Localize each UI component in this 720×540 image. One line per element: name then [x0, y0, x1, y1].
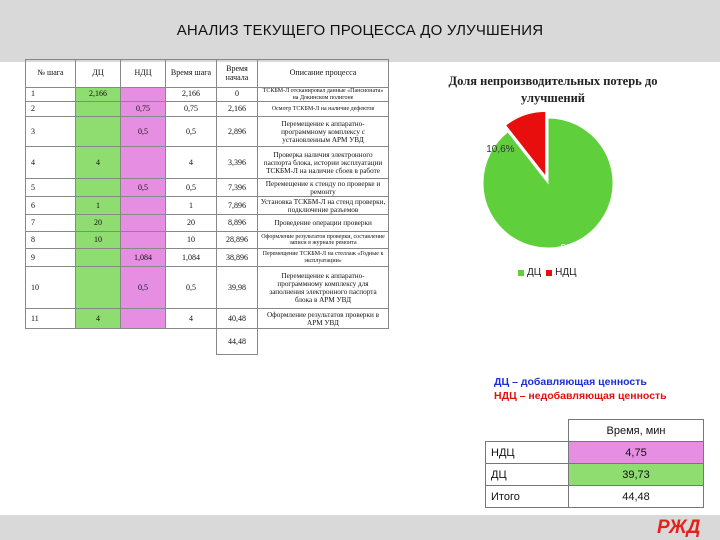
cell-description: Проведение операции проверки	[258, 215, 389, 232]
cell-dc: 4	[76, 147, 121, 179]
header-ndc: НДЦ	[121, 60, 166, 88]
cell-ndc: 0,5	[121, 267, 166, 309]
cell-dc: 1	[76, 197, 121, 215]
cell-step-time: 0,5	[166, 267, 217, 309]
cell-start-time: 39,98	[217, 267, 258, 309]
cell-description: Осмотр ТСКБМ-Л на наличие дефектов	[258, 102, 389, 117]
cell-ndc: 0,5	[121, 179, 166, 197]
cell-step: 5	[26, 179, 76, 197]
cell-step-time: 4	[166, 147, 217, 179]
cell-start-time: 0	[217, 88, 258, 102]
summary-row	[486, 464, 704, 486]
cell-description: Проверка наличия электронного паспорта блока, истории эксплуатации ТСКБМ-Л на наличие сбоев в работе	[258, 147, 389, 179]
cell-description: Перемещение к стенду по проверке и ремонту	[258, 179, 389, 197]
cell-description: Оформление результатов проверки, составление записи в журнале ремонта	[258, 232, 389, 249]
cell-step: 4	[26, 147, 76, 179]
page-title: АНАЛИЗ ТЕКУЩЕГО ПРОЦЕССА ДО УЛУЧШЕНИЯ	[176, 22, 544, 39]
cell-description: Оформление результатов проверки в АРМ УВД	[258, 309, 389, 329]
cell-dc: 4	[76, 309, 121, 329]
logo-text: РЖД	[657, 517, 701, 538]
cell-step: 2	[26, 102, 76, 117]
legend-label-dc: ДЦ	[527, 267, 542, 278]
summary-row	[486, 442, 704, 464]
footer-band	[0, 515, 720, 540]
pie-slice-dc	[483, 118, 613, 248]
cell-start-time: 3,396	[217, 147, 258, 179]
pie-label-ndc: 10,6%	[486, 144, 515, 156]
cell-step: 8	[26, 232, 76, 249]
cell-step-time: 2,166	[166, 88, 217, 102]
cell-ndc: 0,75	[121, 102, 166, 117]
pie-label-dc: 89,4%	[560, 242, 589, 254]
cell-step: 10	[26, 267, 76, 309]
summary-header-row	[486, 420, 704, 442]
summary-row	[486, 486, 704, 508]
header-description: Описание процесса	[258, 60, 389, 88]
legend-item-dc	[518, 267, 541, 278]
cell-step-time: 0,75	[166, 102, 217, 117]
summary-header: Время, мин	[569, 420, 704, 442]
cell-dc: 10	[76, 232, 121, 249]
header-dc: ДЦ	[76, 60, 121, 88]
legend-swatch-ndc	[546, 270, 552, 276]
definition-ndc: НДЦ – недобавляющая ценность	[494, 390, 667, 402]
cell-dc: 20	[76, 215, 121, 232]
legend-item-ndc	[546, 267, 576, 278]
cell-description: Перемещение ТСКБМ-Л на стеллаж «Годные к эксплуатации»	[258, 249, 389, 267]
summary-label: ДЦ	[486, 464, 569, 486]
cell-step-time: 0,5	[166, 117, 217, 147]
cell-start-time: 38,896	[217, 249, 258, 267]
cell-start-time: 7,396	[217, 179, 258, 197]
cell-start-time: 7,896	[217, 197, 258, 215]
cell-step-time: 20	[166, 215, 217, 232]
cell-total-time: 44,48	[217, 329, 258, 355]
cell-step-time: 0,5	[166, 179, 217, 197]
cell-step: 6	[26, 197, 76, 215]
summary-value: 39,73	[569, 464, 704, 486]
header-step-time: Время шага	[166, 60, 217, 88]
summary-label: Итого	[486, 486, 569, 508]
cell-step-time: 1	[166, 197, 217, 215]
cell-start-time: 40,48	[217, 309, 258, 329]
chart-legend	[518, 267, 582, 278]
summary-value: 4,75	[569, 442, 704, 464]
cell-step-time: 4	[166, 309, 217, 329]
cell-ndc: 1,084	[121, 249, 166, 267]
rzd-logo	[655, 512, 707, 538]
legend-swatch-dc	[518, 270, 524, 276]
chart-title: Доля непроизводительных потерь до улучшений	[448, 74, 658, 105]
cell-start-time: 2,166	[217, 102, 258, 117]
cell-start-time: 8,896	[217, 215, 258, 232]
cell-dc: 2,166	[76, 88, 121, 102]
cell-step: 11	[26, 309, 76, 329]
definition-dc: ДЦ – добавляющая ценность	[494, 376, 647, 388]
cell-step: 3	[26, 117, 76, 147]
summary-value: 44,48	[569, 486, 704, 508]
cell-start-time: 2,896	[217, 117, 258, 147]
cell-step: 9	[26, 249, 76, 267]
header-step: № шага	[26, 60, 76, 88]
cell-step: 1	[26, 88, 76, 102]
cell-description: Установка ТСКБМ-Л на стенд проверки, подключение разъемов	[258, 197, 389, 215]
cell-description: Перемещение к аппаратно-программному комплексу для заполнения электронного паспорта блока в АРМ УВД	[258, 267, 389, 309]
cell-description: Перемещение к аппаратно-программному комплексу с установленным АРМ УВД	[258, 117, 389, 147]
cell-start-time: 28,896	[217, 232, 258, 249]
summary-table	[485, 419, 704, 508]
cell-step-time: 1,084	[166, 249, 217, 267]
header-start-time: Время начала	[217, 60, 258, 88]
cell-step-time: 10	[166, 232, 217, 249]
summary-label: НДЦ	[486, 442, 569, 464]
legend-label-ndc: НДЦ	[555, 267, 577, 278]
cell-description: ТСКБМ-Л отсканировал данные «Пансионата» на Докинском полигоне	[258, 88, 389, 102]
cell-ndc: 0,5	[121, 117, 166, 147]
cell-step: 7	[26, 215, 76, 232]
